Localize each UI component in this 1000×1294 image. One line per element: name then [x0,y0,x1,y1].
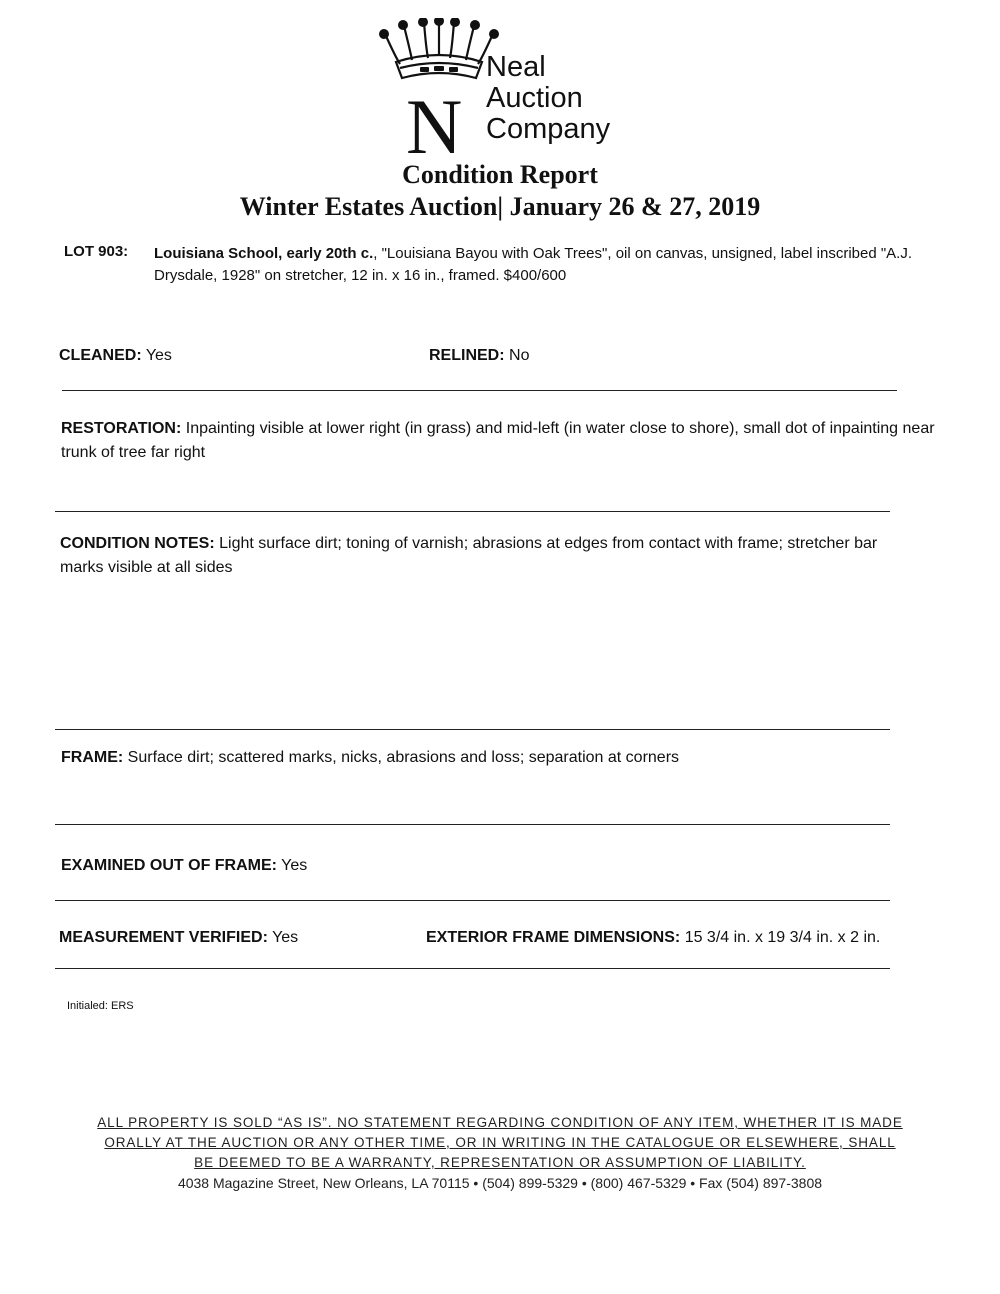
frame-value: Surface dirt; scattered marks, nicks, abrasions and loss; separation at corners [127,749,680,766]
cleaned-field [59,347,172,365]
measurement-value: Yes [272,929,299,946]
lot-artist: Louisiana School, early 20th c. [154,245,374,262]
report-title: Condition Report [402,160,598,189]
relined-label: RELINED: [429,347,505,364]
lot-label: LOT 903: [64,243,129,260]
exterior-dimensions-value: 15 3/4 in. x 19 3/4 in. x 2 in. [684,929,881,946]
divider [62,390,897,391]
company-address: 4038 Magazine Street, New Orleans, LA 70115 • (504) 899-5329 • (800) 467-5329 • Fax (504) 897-3808 [177,1175,823,1191]
cleaned-value: Yes [145,347,172,364]
examined-field [61,857,307,875]
company-logo [376,18,636,170]
divider [55,729,890,730]
divider [55,968,890,969]
examined-value: Yes [281,857,308,874]
disclaimer-line: ORALLY AT THE AUCTION OR ANY OTHER TIME, OR IN WRITING IN THE CATALOGUE OR ELSEWHERE, SHALL [104,1135,896,1150]
initialed-note: Initialed: ERS [67,1000,134,1012]
restoration-field [61,417,941,465]
logo-word-auction: Auction [486,82,583,114]
relined-field [429,347,529,365]
divider [55,900,890,901]
relined-value: No [509,347,530,364]
frame-label: FRAME: [61,749,124,766]
auction-subtitle: Winter Estates Auction| January 26 & 27, 2019 [239,192,761,221]
divider [55,511,890,512]
lot-details: , "Louisiana Bayou with Oak Trees", oil on canvas, unsigned, label inscribed "A.J. Drysdale, 1928" on stretcher, 12 in. x 16 in., framed. $400/600 [154,245,913,284]
divider [55,824,890,825]
restoration-value: Inpainting visible at lower right (in grass) and mid-left (in water close to shore), small dot of inpainting near trunk of tree far right [61,420,935,461]
disclaimer-line: BE DEEMED TO BE A WARRANTY, REPRESENTATION OR ASSUMPTION OF LIABILITY. [194,1155,806,1170]
examined-label: EXAMINED OUT OF FRAME: [61,857,277,874]
exterior-dimensions-field [426,929,880,947]
logo-word-company: Company [486,113,611,145]
measurement-field [59,929,298,947]
logo-word-neal: Neal [486,51,546,83]
disclaimer-line: ALL PROPERTY IS SOLD “AS IS”. NO STATEMENT REGARDING CONDITION OF ANY ITEM, WHETHER IT IS MADE [97,1115,903,1130]
condition-notes-label: CONDITION NOTES: [60,535,215,552]
cleaned-label: CLEANED: [59,347,142,364]
disclaimer [0,1113,1000,1173]
condition-notes-field [60,532,890,580]
measurement-label: MEASUREMENT VERIFIED: [59,929,268,946]
restoration-label: RESTORATION: [61,420,182,437]
crown-icon [376,18,502,84]
lot-description [154,243,964,287]
logo-monogram: N [406,83,463,170]
condition-notes-value: Light surface dirt; toning of varnish; abrasions at edges from contact with frame; stretcher bar marks visible at all sides [60,535,878,576]
exterior-dimensions-label: EXTERIOR FRAME DIMENSIONS: [426,929,681,946]
frame-field [61,749,679,767]
